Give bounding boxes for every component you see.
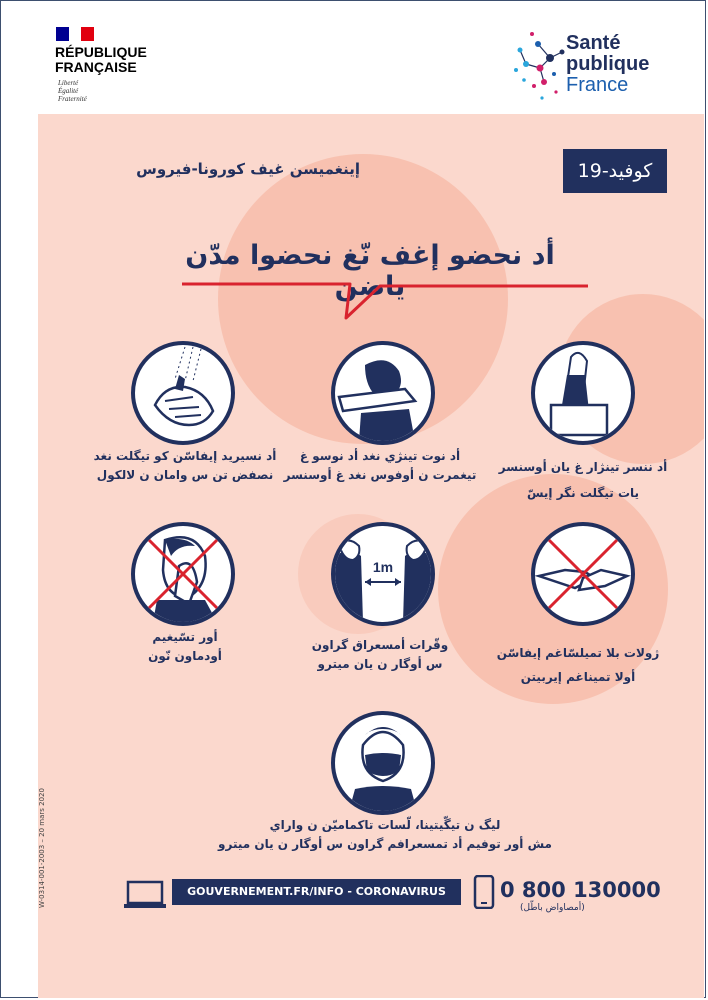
phone-icon: [473, 875, 495, 909]
france-line: France: [566, 74, 629, 96]
poster-subtitle: إينغميسن غيف كورونا-فيروس: [136, 160, 360, 178]
tissue-icon: [531, 341, 635, 445]
distance-label: 1m: [372, 559, 394, 575]
caption-no-face-touch: أور تسّيغيم أودماون نّون: [148, 630, 222, 663]
covid-badge: كوفيد-19: [563, 149, 667, 193]
hand-washing-icon: [131, 341, 235, 445]
caption-cough-elbow: أد نوت تينژي نغد أد نوسو غ تيغمرت ن أوفوس نغد غ أوسنسر: [283, 449, 477, 482]
document-reference: W-0314-001-2003 – 20 mars 2020: [38, 788, 46, 908]
cough-elbow-icon: [331, 341, 435, 445]
distance-icon: [331, 522, 435, 626]
caption-tissue: أد ننسر تينژار غ يان أوسنسر يات تيگلت نگر إيسّ: [498, 460, 668, 500]
mask-icon: [331, 711, 435, 815]
speech-underline: [180, 278, 590, 323]
republique-motto: Liberté Égalité Fraternité: [58, 79, 87, 103]
phone-number[interactable]: 0 800 130000: [500, 878, 661, 902]
sante-publique-dots-icon: [510, 26, 565, 104]
laptop-icon: [123, 880, 167, 910]
phone-free-note: (أمصاواض باطّل): [520, 903, 585, 913]
no-face-touch-icon: [131, 522, 235, 626]
sante-line: Santé: [566, 32, 621, 54]
caption-wash-hands: أد نسيريد إيفاسّن كو تيگلت نغد نصفض تن س وامان ن لالكول: [93, 449, 277, 482]
republique-francaise-title: RÉPUBLIQUE FRANÇAISE: [55, 44, 147, 75]
caption-distance: وقّرات أمسعراق گراون س أوگار ن يان ميترو: [311, 638, 449, 671]
caption-no-handshake: ژولات بلا تميلسّاغم إيفاسّن أولا تميناغم إيربيتن: [496, 646, 660, 684]
sante-publique-wordmark: [566, 33, 649, 96]
website-link[interactable]: GOUVERNEMENT.FR/INFO - CORONAVIRUS: [172, 879, 461, 905]
caption-mask: ليگ ن تيگّيتينا، لّسات تاكماميّن ن واراي مش أور توفيم أد تمسعرافم گراون س أوگار ن يان ميترو: [218, 818, 552, 851]
marianne-logo-icon: [56, 27, 94, 41]
poster-main-title: أد نحضو إغف نّغ نحضوا مدّن ياضن: [185, 240, 555, 302]
no-handshake-icon: [531, 522, 635, 626]
publique-line: publique: [566, 53, 650, 75]
